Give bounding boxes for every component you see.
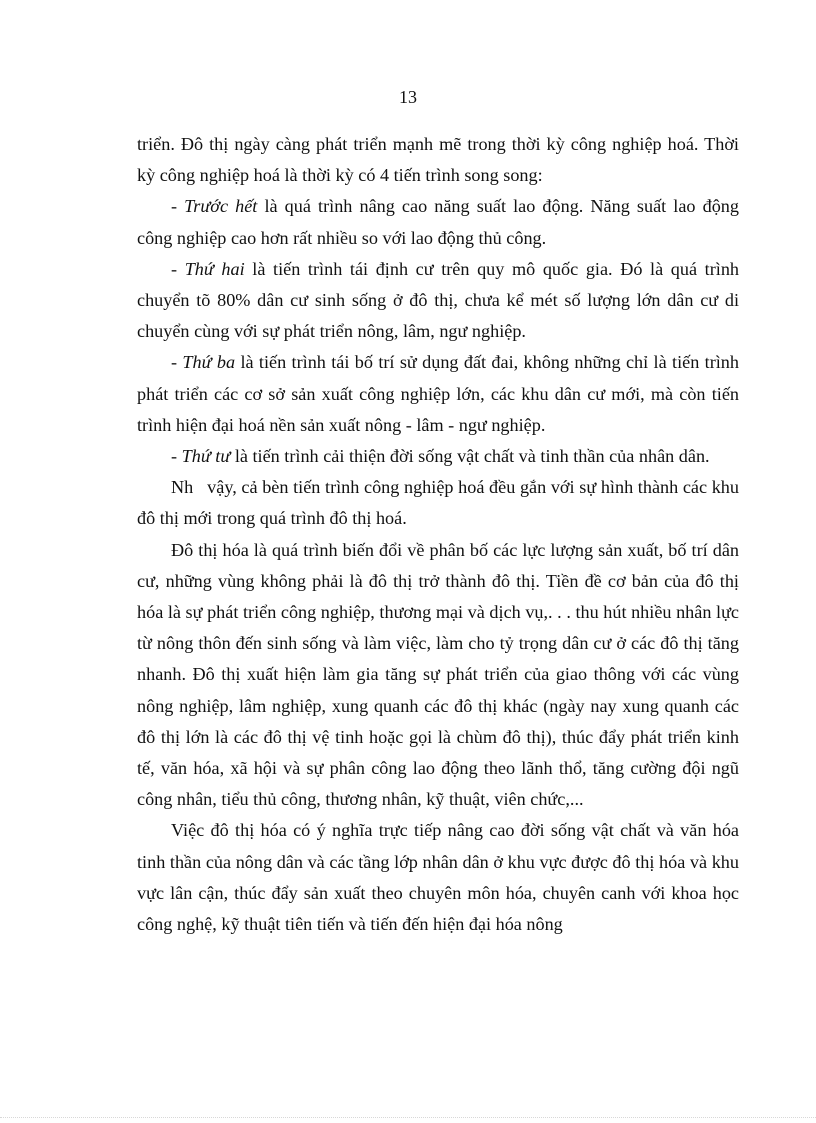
italic-lead-term: Thứ ba [182, 352, 236, 373]
italic-lead-term: Trước hết [184, 196, 258, 217]
list-dash: - [171, 352, 183, 373]
paragraph-text: là tiến trình tái định cư trên quy mô quốc gia. Đó là quá trình chuyển tõ 80% dân cư sinh sống ở đô thị, chưa kể mét số lượng lớn dân cư di chuyển cùng với sự phát triển nông, lâm, ngư nghiệp. [137, 258, 740, 342]
paragraph-text: là tiến trình cải thiện đời sống vật chất và tinh thần của nhân dân. [230, 446, 710, 467]
italic-lead-term: Thứ hai [184, 258, 245, 279]
paragraph-list-item-second [137, 254, 739, 348]
paragraph-continuation [137, 129, 739, 191]
body-text [137, 129, 744, 940]
list-dash: - [171, 446, 182, 467]
paragraph-list-item-fourth [137, 441, 739, 472]
page-bottom-rule [0, 1117, 816, 1118]
page-number: 13 [399, 87, 417, 107]
list-dash: - [171, 258, 185, 279]
paragraph-urbanization-definition [137, 535, 739, 816]
list-dash: - [171, 196, 185, 217]
paragraph-text: triển. Đô thị ngày càng phát triển mạnh mẽ trong thời kỳ công nghiệp hoá. Thời kỳ công nghiệp hoá là thời kỳ có 4 tiến trình song song: [137, 134, 739, 186]
paragraph-text: Việc đô thị hóa có ý nghĩa trực tiếp nâng cao đời sống vật chất và văn hóa tinh thần của nông dân và các tầng lớp nhân dân ở khu vực được đô thị hóa và khu vực lân cận, thúc đẩy sản xuất theo chuyên môn hóa, chuyên canh với khoa học công nghệ, kỹ thuật tiên tiến và tiến đến hiện đại hóa nông [137, 820, 739, 935]
paragraph-urbanization-significance [137, 815, 739, 940]
paragraph-summary [137, 472, 744, 534]
italic-lead-term: Thứ tư [181, 446, 231, 467]
paragraph-list-item-third [137, 347, 739, 441]
paragraph-text: là quá trình nâng cao năng suất lao động. Năng suất lao động công nghiệp cao hơn rất nhiều so với lao động thủ công. [137, 196, 739, 248]
paragraph-text: Nh vậy, cả bèn tiến trình công nghiệp hoá đều gắn với sự hình thành các khu đô thị mới trong quá trình đô thị hoá. [137, 477, 744, 529]
paragraph-list-item-first [137, 191, 739, 253]
paragraph-text: Đô thị hóa là quá trình biến đổi về phân bố các lực lượng sản xuất, bố trí dân cư, những vùng không phải là đô thị trở thành đô thị. Tiền đề cơ bản của đô thị hóa là sự phát triển công nghiệp, thương mại và dịch vụ,. . . thu hút nhiều nhân lực từ nông thôn đến sinh sống và làm việc, làm cho tỷ trọng dân cư ở các đô thị tăng nhanh. Đô thị xuất hiện làm gia tăng sự phát triển của giao thông với các vùng nông nghiệp, lâm nghiệp, xung quanh các đô thị khác (ngày nay xung quanh các đô thị lớn là các đô thị vệ tinh hoặc gọi là chùm đô thị), thúc đẩy phát triển kinh tế, văn hóa, xã hội và sự phân công lao động theo lãnh thổ, tăng cường đội ngũ công nhân, tiểu thủ công, thương nhân, kỹ thuật, viên chức,... [137, 539, 739, 810]
paragraph-text: là tiến trình tái bố trí sử dụng đất đai, không những chỉ là tiến trình phát triển các cơ sở sản xuất công nghiệp lớn, các khu dân cư mới, mà còn tiến trình hiện đại hoá nền sản xuất nông - lâm - ngư nghiệp. [137, 352, 739, 435]
